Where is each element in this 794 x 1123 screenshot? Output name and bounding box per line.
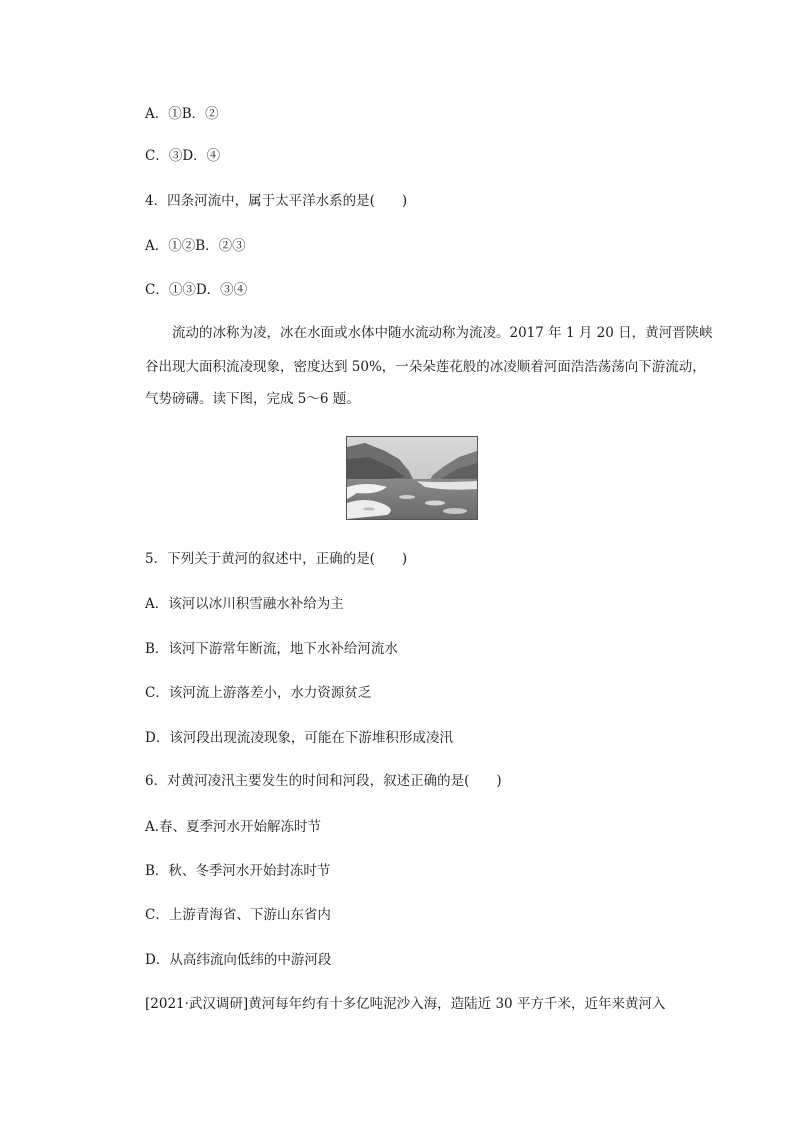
option-line: A．①②B．②③: [145, 238, 246, 254]
option-line: C．③D．④: [145, 148, 221, 164]
option-line: A．该河以冰川积雪融水补给为主: [145, 596, 344, 612]
option-line: C．①③D．③④: [145, 282, 248, 298]
passage-line: 谷出现大面积流凌现象，密度达到 50%，一朵朵莲花般的冰凌顺着河面浩浩荡荡向下游流动，: [145, 359, 706, 375]
option-line: C．上游青海省、下游山东省内: [145, 907, 331, 923]
option-line: B．该河下游常年断流，地下水补给河流水: [145, 641, 398, 657]
question-stem: 6．对黄河凌汛主要发生的时间和河段，叙述正确的是( ): [145, 773, 502, 789]
passage-line: [2021·武汉调研]黄河每年约有十多亿吨泥沙入海，造陆近 30 平方千米，近年来黄河入: [145, 996, 666, 1012]
river-ice-photo: [346, 436, 478, 520]
option-line: D．该河段出现流凌现象，可能在下游堆积形成凌汛: [145, 730, 453, 746]
option-line: A．①B．②: [145, 106, 219, 122]
option-line: C．该河流上游落差小，水力资源贫乏: [145, 685, 372, 701]
option-line: D．从高纬流向低纬的中游河段: [145, 952, 332, 968]
passage-line: 流动的冰称为凌，冰在水面或水体中随水流动称为流凌。2017 年 1 月 20 日，黄河晋陕峡: [145, 325, 713, 341]
passage-line: 气势磅礴。读下图，完成 5～6 题。: [145, 391, 360, 407]
question-stem: 4．四条河流中，属于太平洋水系的是( ): [145, 193, 408, 209]
question-stem: 5．下列关于黄河的叙述中，正确的是( ): [145, 551, 408, 567]
option-line: B．秋、冬季河水开始封冻时节: [145, 863, 331, 879]
option-line: A.春、夏季河水开始解冻时节: [145, 819, 322, 835]
